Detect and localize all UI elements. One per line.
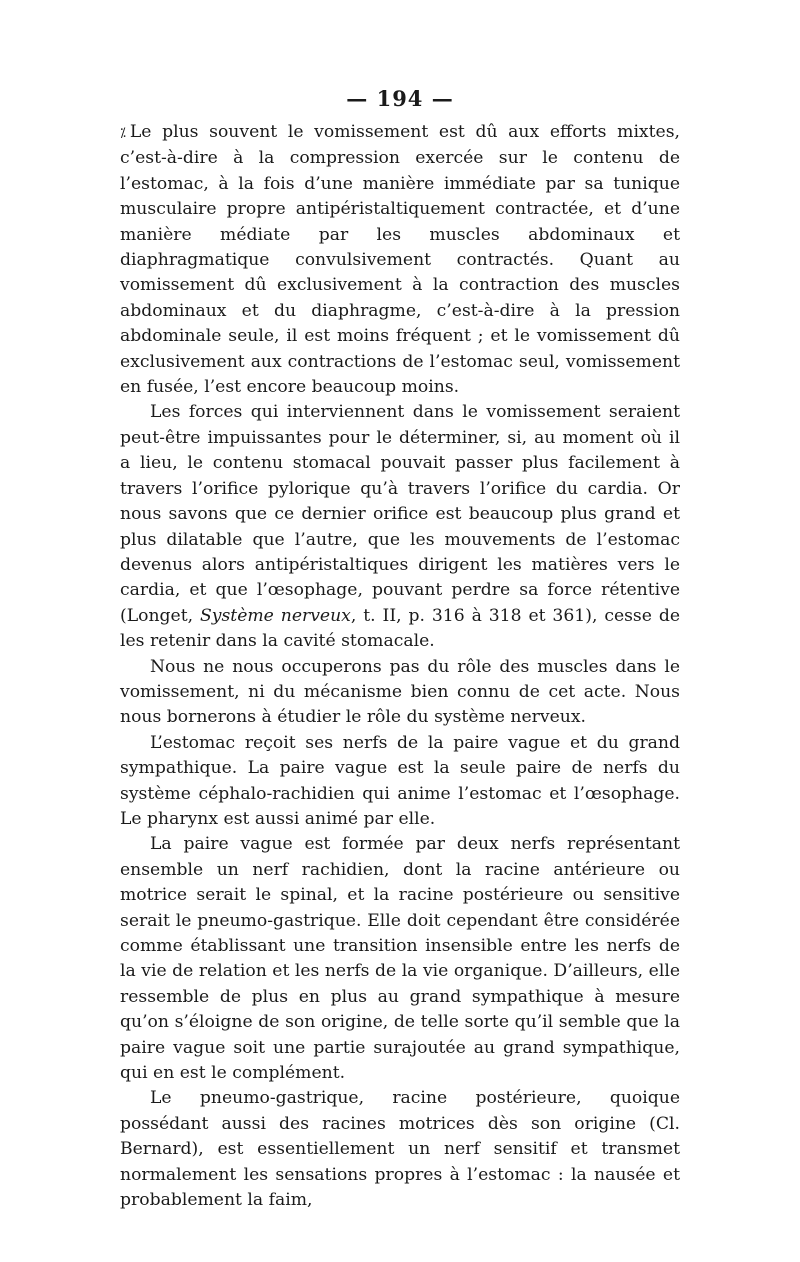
paragraph-2-text-after: , t. II, p. 316 à 318 et 361), cesse de les retenir dans la cavité stomacale. [120, 605, 681, 652]
body-text [120, 120, 680, 1213]
page-number: — 194 — [346, 86, 454, 111]
paragraph-1 [120, 120, 680, 400]
paragraph-1-text: Le plus souvent le vomissement est dû aux efforts mixtes, c’est-à-dire à la compression exercée sur le contenu de l’estomac, à la fois d’une manière immédiate par sa tunique musculaire propre antipéristaltiquement contractée, et d’une manière médiate par les muscles abdominaux et diaphragmatique convulsivement contractés. Quant au vomissement dû exclusivement à la contraction des muscles abdominaux et du diaphragme, c’est-à-dire à la pression abdominale seule, il est moins fréquent ; et le vomissement dû exclusivement aux contractions de l’estomac seul, vomissement en fusée, l’est encore beaucoup moins. [120, 122, 680, 398]
paragraph-2-citation-title: Système nerveux [200, 605, 351, 626]
paragraph-2 [120, 400, 680, 654]
paragraph-5: La paire vague est formée par deux nerfs représentant ensemble un nerf rachidien, dont la racine antérieure ou motrice serait le spinal, et la racine postérieure ou sensitive serait le pneumo-gastrique. Elle doit cependant être considérée comme établissant une transition insensible entre les nerfs de la vie de relation et les nerfs de la vie organique. D’ailleurs, elle ressemble de plus en plus au grand sympathique à mesure qu’on s’éloigne de son origine, de telle sorte qu’il semble que la paire vague soit une partie surajoutée au grand sympathique, qui en est le complément. [120, 834, 680, 1084]
paragraph-3: Nous ne nous occuperons pas du rôle des muscles dans le vomissement, ni du mécanisme bien connu de cet acte. Nous nous bornerons à étudier le rôle du système nerveux. [120, 656, 680, 728]
paragraph-4: L’estomac reçoit ses nerfs de la paire vague et du grand sympathique. La paire vague est la seule paire de nerfs du système céphalo-rachidien qui anime l’estomac et l’œsophage. Le pharynx est aussi animé par elle. [120, 732, 680, 829]
margin-mark: ⁒ [120, 126, 126, 141]
paragraph-2-text-before: Les forces qui interviennent dans le vomissement seraient peut-être impuissantes pour le déterminer, si, au moment où il a lieu, le contenu stomacal pouvait passer plus facilement à travers l’orifice pylorique qu’à travers l’orifice du cardia. Or nous savons que ce dernier orifice est beaucoup plus grand et plus dilatable que l’autre, que les mouvements de l’estomac devenus alors antipéristaltiques dirigent les matières vers le cardia, et que l’œsophage, pouvant perdre sa force rétentive (Longet, [120, 402, 680, 626]
paragraph-6: Le pneumo-gastrique, racine postérieure, quoique possédant aussi des racines motrices dès son origine (Cl. Bernard), est essentiellement un nerf sensitif et transmet normalement les sensations propres à l’estomac : la nausée et probablement la faim, [120, 1088, 680, 1211]
